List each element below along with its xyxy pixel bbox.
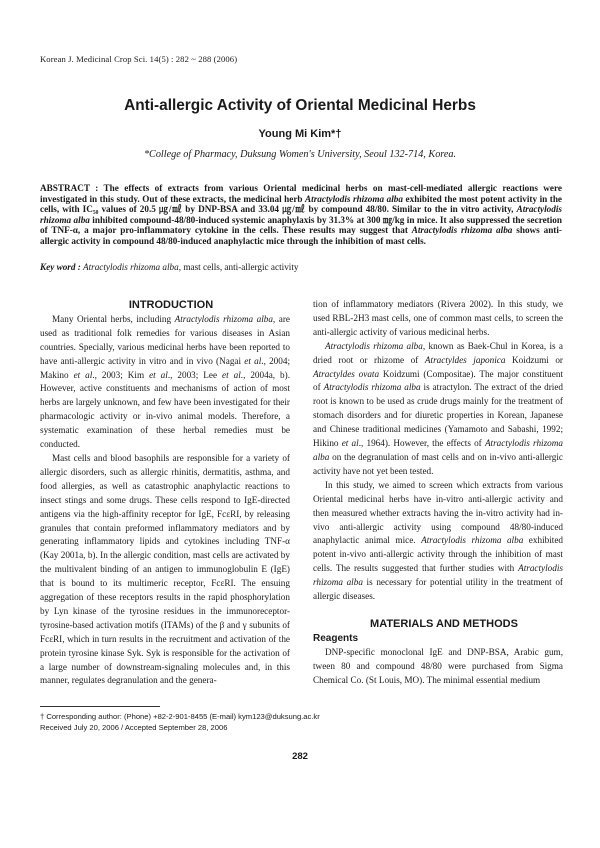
- intro-paragraph-2-continued: tion of inflammatory mediators (Rivera 2002). In this study, we used RBL-2H3 mast cells, one of common mast cells, to screen the anti-allergic activity of various medicinal herbs.: [313, 299, 563, 337]
- introduction-heading: INTRODUCTION: [128, 299, 214, 311]
- reagents-paragraph: DNP-specific monoclonal IgE and DNP-BSA, Arabic gum, tween 80 and compound 48/80 were purchased from Sigma Chemical Co. (St Louis, MO). The minimal essential medium: [313, 646, 563, 685]
- footnote: [40, 711, 320, 733]
- journal-citation: Korean J. Medicinal Crop Sci. 14(5) : 282 ~ 288 (2006): [40, 54, 238, 64]
- abstract-label: ABSTRACT :: [40, 183, 99, 193]
- intro-paragraph-2: Mast cells and blood basophils are responsible for a variety of allergic disorders, such as allergic rhinitis, dermatitis, asthma, and food allergies, as well as catastrophic anaphylactic reactions to insect stings and some drugs. These cells respond to IgE-directed antigens via the high-affinity receptor for IgE, FcεRI, by releasing granules that contain preformed inflammatory mediators and by generating inflammatory lipids and cytokines including TNF-α (Kay 2001a, b). In the allergic condition, mast cells are activated by the multivalent binding of an antigen to immunoglobulin E (IgE) that is bound to its multimeric receptor, FcεRI. The ensuing aggregation of these receptors results in the rapid phosphorylation by Lyn kinase of the tyrosine residues in the immunoreceptor-tyrosine-based activation motifs (ITAMs) of the β and γ subunits of FcεRI, which in turn results in the recruitment and activation of the protein tyrosine kinase Syk. Syk is responsible for the activation of a large number of downstream-signaling molecules and, in this manner, regulates degranulation and the genera-: [40, 452, 290, 686]
- received-dates: Received July 20, 2006 / Accepted September 28, 2006: [40, 723, 228, 732]
- intro-paragraph-1: Many Oriental herbs, including Atractylodis rhizoma alba, are used as traditional folk remedies for various diseases in Asian countries. Specially, various medicinal herbs have been reported to have anti-allergic activity in vitro and in vivo (Nagai et al., 2004; Makino et al., 2003; Kim et al., 2003; Lee et al., 2004a, b). However, active constituents and mechanisms of action of most herbs are largely unknown, and few have been investigated for their pharmacologic activity or in-vivo animal models. Therefore, a systematic examination of these herbal remedies must be conducted.: [40, 313, 291, 450]
- abstract: ABSTRACT : The effects of extracts from various Oriental medicinal herbs on mast-cell-mediated allergic reactions were investigated in this study. Out of these extracts, the medicinal herb Atractylodis rhizoma alba exhibited the most potent activity in the cells, with IC₅₀ values of 20.5 ㎍/㎖ by DNP-BSA and 33.04 ㎍/㎖ by compound 48/80. Similar to the in vitro activity, Atractylodis rhizoma alba inhibited compound-48/80-induced systemic anaphylaxis by 31.3% at 300 ㎎/kg in mice. It also suppressed the secretion of TNF-α, a major pro-inflammatory cytokine in the cells. These results may suggest that Atractylodis rhizoma alba shows anti-allergic activity in compound 48/80-induced anaphylactic mice through the inhibition of mast cells.: [40, 183, 563, 246]
- intro-paragraph-3: Atractylodis rhizoma alba, known as Baek-Chul in Korea, is a dried root or rhizome of Atractyldes japonica Koidzumi or Atractyldes ovata Koidzumi (Compositae). The major constituent of Atractylodis rhizoma alba is atractylon. The extract of the dried root is known to be used as crude drugs mainly for the treatment of stomach disorders and for diuretic properties in Korean, Japanese and Chinese traditional medicines (Yamamoto and Sabashi, 1992; Hikino et al., 1964). However, the effects of Atractylodis rhizoma alba on the degranulation of mast cells and on in-vivo anti-allergic activity have not yet been tested.: [313, 340, 564, 476]
- page-number: 282: [292, 751, 308, 762]
- left-column: [40, 299, 290, 688]
- methods-heading: MATERIALS AND METHODS: [370, 617, 518, 630]
- reagents-subheading: Reagents: [313, 632, 359, 644]
- author-affiliation: *College of Pharmacy, Duksung Women's University, Seoul 132-714, Korea.: [143, 149, 457, 160]
- author-name: Young Mi Kim*†: [258, 128, 342, 140]
- keywords: Key word : Atractylodis rhizoma alba, mast cells, anti-allergic activity: [40, 262, 299, 272]
- corresponding-author: † Corresponding author: (Phone) +82-2-901-8455 (E-mail) kym123@duksung.ac.kr: [40, 712, 320, 721]
- right-column: [313, 298, 563, 687]
- footnote-divider: [40, 706, 160, 707]
- paper-title: Anti-allergic Activity of Oriental Medicinal Herbs: [124, 97, 476, 114]
- intro-paragraph-4: In this study, we aimed to screen which extracts from various Oriental medicinal herbs have in-vitro anti-allergic activity and then measured whether extracts having the in-vitro activity had in-vivo anti-allergic activity using compound 48/80-induced anaphylactic animal mice. Atractylodis rhizoma alba exhibited potent in-vivo anti-allergic activity through the inhibition of mast cells. The results suggested that further studies with Atractylodis rhizoma alba is necessary for potential utility in the treatment of allergic diseases.: [313, 479, 563, 602]
- keyword-label: Key word :: [40, 262, 81, 272]
